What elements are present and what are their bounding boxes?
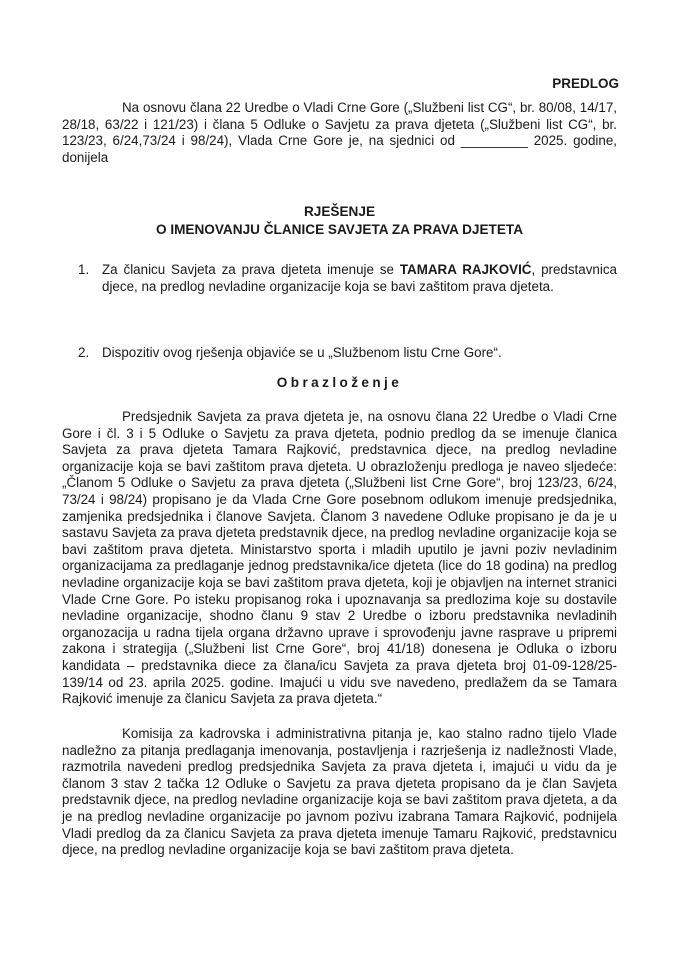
decision-title: RJEŠENJE (303, 204, 376, 219)
item-text (102, 262, 617, 295)
item-number: 2. (78, 345, 90, 360)
item-text: Dispozitiv ovog rješenja objaviće se u „Službenom listu Crne Gore“. (102, 345, 502, 360)
document-status-label: PREDLOG (552, 76, 619, 91)
item-number: 1. (78, 262, 90, 277)
item-text-start: Za članicu Savjeta za prava djeteta imenuje se (102, 262, 400, 277)
reasoning-paragraph-2: Komisija za kadrovska i administrativna pitanja je, kao stalno radno tijelo Vlade nadležno za pitanja predlaganja imenovanja, postavljenja i razrješenja iz nadležnosti Vlade, razmotrila navedeni predlog predsjednika Savjeta za prava djeteta i, imajući u vidu da je članom 3 stav 2 tačka 12 Odluke o Savjetu za prava djeteta propisano da je član Savjeta predstavnik djece, na predlog nevladine organizacije koja se bavi zaštitom prava djeteta, a da je na predlog nevladine organizacije po javnom pozivu izabrana Tamara Rajković, podnijela Vladi predlog da za članicu Savjeta za prava djeteta imenuje Tamaru Rajković, predstavnicu djece, na predlog nevladine organizacije koja se bavi zaštitom prava djeteta. (62, 726, 617, 858)
decision-item-2 (75, 345, 617, 362)
reasoning-paragraph-1: Predsjednik Savjeta za prava djeteta je, na osnovu člana 22 Uredbe o Vladi Crne Gore i čl. 3 i 5 Odluke o Savjetu za prava djeteta, podnio predlog da se imenuje članica Savjeta za prava djeteta Tamara Rajković, predstavnica djece, na predlog nevladine organizacije koja se bavi zaštitom prava djeteta. U obrazloženju predloga je naveo sljedeće: „Članom 5 Odluke o Savjetu za prava djeteta („Službeni list Crne Gore“, broj 123/23, 6/24, 73/24 i 98/24) propisano je da Vlada Crne Gore posebnom odlukom imenuje predsjednika, zamjenika predsjednika i članove Savjeta. Članom 3 navedene Odluke propisano je da je u sastavu Savjeta za prava djeteta predstavnik djece, na predlog nevladine organizacije koja se bavi zaštitom prava djeteta. Ministarstvo sporta i mladih uputilo je javni poziv nevladinim organizacijama za predlaganje jednog predstavnika/ice djeteta (lice do 18 godina) na predlog nevladine organizacije koja se bavi zaštitom prava djeteta, koji je objavljen na internet stranici Vlade Crne Gore. Po isteku propisanog roka i upoznavanja sa predlozima koje su dostavile nevladine organizacije, shodno članu 9 stav 2 Uredbe o izboru predstavnika nevladinih organozacija u radna tijela organa državno uprave i sprovođenju javne rasprave u pripremi zakona i strategija („Službeni list Crne Gore“, broj 41/18) donesena je Odluka o izboru kandidata – predstavnika diece za člana/icu Savjeta za prava djeteta broj 01-09-128/25-139/14 od 23. aprila 2025. godine. Imajući u vidu sve navedeno, predlažem da se Tamara Rajković imenuje za članicu Savjeta za prava djeteta.“ (62, 409, 617, 707)
decision-item-1 (75, 262, 617, 295)
decision-subtitle: O IMENOVANJU ČLANICE SAVJETA ZA PRAVA DJETETA (155, 222, 524, 237)
appointee-name: TAMARA RAJKOVIĆ (399, 262, 532, 277)
reasoning-heading: Obrazloženje (276, 375, 403, 390)
preamble-paragraph: Na osnovu člana 22 Uredbe o Vladi Crne Gore („Službeni list CG“, br. 80/08, 14/17, 28/18, 63/22 i 121/23) i člana 5 Odluke o Savjetu za prava djeteta („Službeni list CG“, br. 123/23, 6/24,73/24 i 98/24), Vlada Crne Gore je, na sjednici od _________ 2025. godine, donijela (62, 100, 617, 165)
item-text-end: , predstavnica djece, na predlog nevladine organizacije koja se bavi zaštitom prava djeteta. (102, 262, 617, 294)
